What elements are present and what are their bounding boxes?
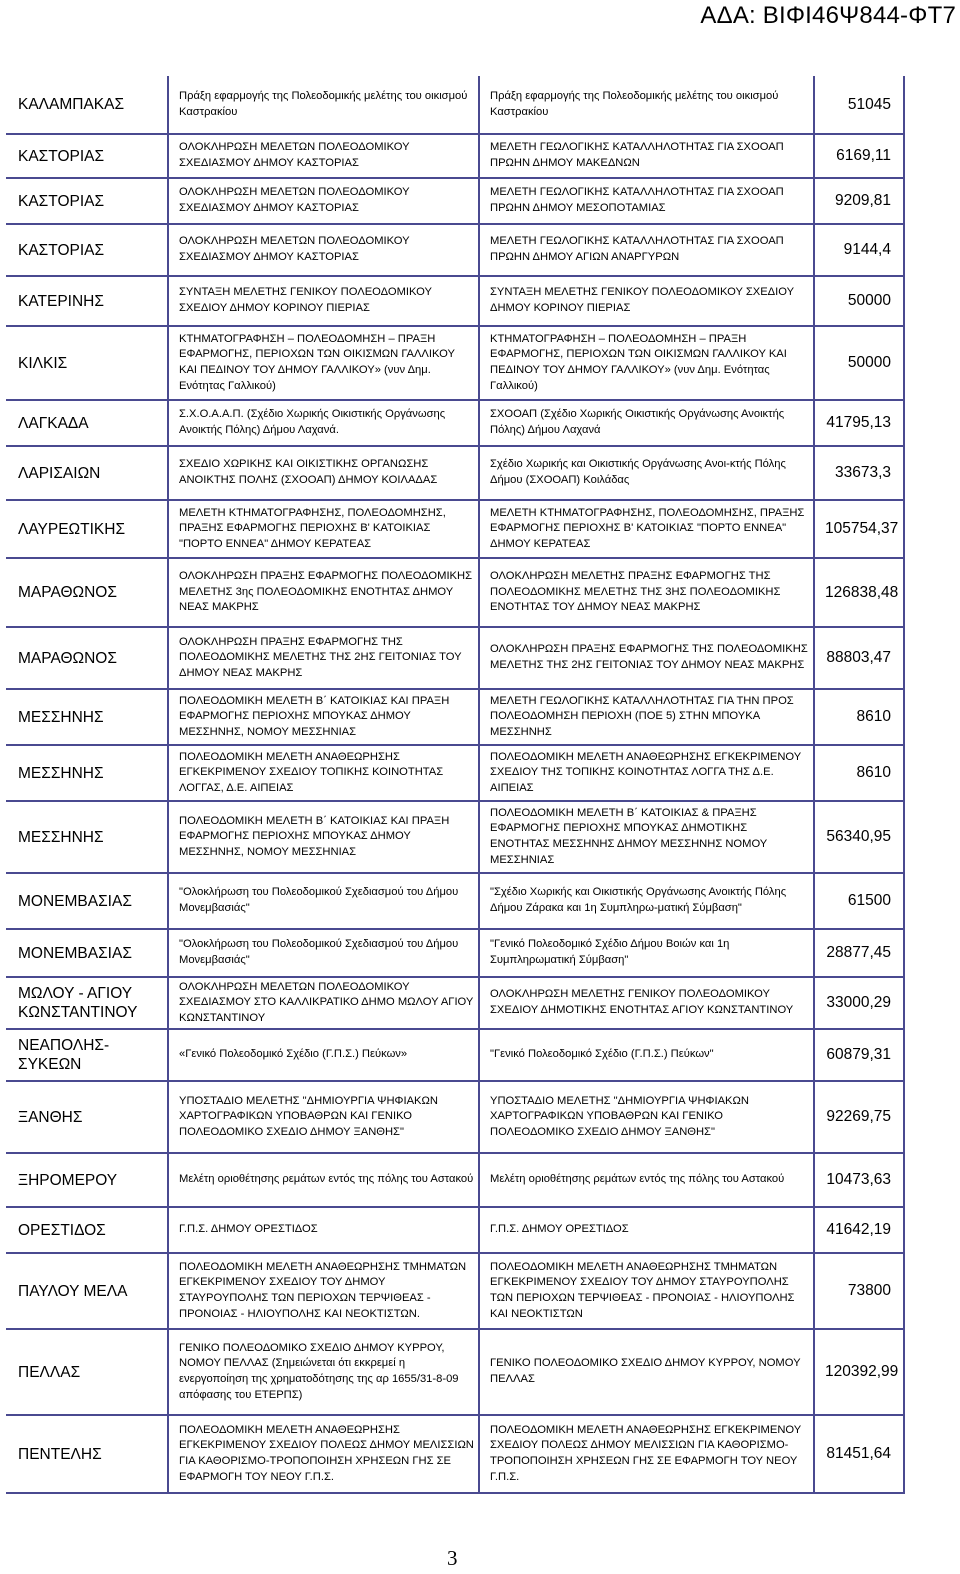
amount-cell: 41795,13 (814, 400, 904, 446)
study-cell: "Γενικό Πολεοδομικό Σχέδιο (Γ.Π.Σ.) Πεύκων" (479, 1029, 814, 1081)
amount-cell: 81451,64 (814, 1415, 904, 1493)
municipality-cell: ΠΑΥΛΟΥ ΜΕΛΑ (6, 1253, 168, 1329)
municipality-cell: ΚΑΛΑΜΠΑΚΑΣ (6, 76, 168, 134)
municipality-cell: ΜΟΝΕΜΒΑΣΙΑΣ (6, 873, 168, 929)
study-cell: ΜΕΛΕΤΗ ΓΕΩΛΟΓΙΚΗΣ ΚΑΤΑΛΛΗΛΟΤΗΤΑΣ ΓΙΑ ΣΧΟΟΑΠ ΠΡΩΗΝ ΔΗΜΟΥ ΜΑΚΕΔΝΩΝ (479, 134, 814, 178)
table-row (6, 446, 904, 500)
municipality-cell: ΚΑΣΤΟΡΙΑΣ (6, 224, 168, 276)
amount-cell: 50000 (814, 326, 904, 400)
municipality-cell: ΜΩΛΟΥ - ΑΓΙΟΥ ΚΩΝΣΤΑΝΤΙΝΟΥ (6, 977, 168, 1029)
project-cell: ΟΛΟΚΛΗΡΩΣΗ ΠΡΑΞΗΣ ΕΦΑΡΜΟΓΗΣ ΤΗΣ ΠΟΛΕΟΔΟΜΙΚΗΣ ΜΕΛΕΤΗΣ ΤΗΣ 2ΗΣ ΓΕΙΤΟΝΙΑΣ ΤΟΥ ΔΗΜΟΥ ΝΕΑΣ ΜΑΚΡΗΣ (168, 627, 479, 689)
municipality-cell: ΠΕΛΛΑΣ (6, 1329, 168, 1415)
table-row (6, 1253, 904, 1329)
amount-cell: 120392,99 (814, 1329, 904, 1415)
project-cell: Γ.Π.Σ. ΔΗΜΟΥ ΟΡΕΣΤΙΔΟΣ (168, 1207, 479, 1253)
table-row (6, 326, 904, 400)
amount-cell: 8610 (814, 745, 904, 801)
study-cell: ΟΛΟΚΛΗΡΩΣΗ ΜΕΛΕΤΗΣ ΠΡΑΞΗΣ ΕΦΑΡΜΟΓΗΣ ΤΗΣ ΠΟΛΕΟΔΟΜΙΚΗΣ ΜΕΛΕΤΗΣ ΤΗΣ 3ΗΣ ΠΟΛΕΟΔΟΜΙΚΗΣ ΕΝΟΤΗΤΑΣ ΤΟΥ ΔΗΜΟΥ ΝΕΑΣ ΜΑΚΡΗΣ (479, 558, 814, 627)
amount-cell: 105754,37 (814, 500, 904, 558)
amount-cell: 41642,19 (814, 1207, 904, 1253)
table-row (6, 627, 904, 689)
study-cell: "Γενικό Πολεοδομικό Σχέδιο Δήμου Βοιών και 1η Συμπληρωματική Σύμβαση" (479, 929, 814, 977)
amount-cell: 61500 (814, 873, 904, 929)
table-row (6, 134, 904, 178)
municipality-cell: ΠΕΝΤΕΛΗΣ (6, 1415, 168, 1493)
municipality-cell: ΜΑΡΑΘΩΝΟΣ (6, 558, 168, 627)
amount-cell: 126838,48 (814, 558, 904, 627)
amount-cell: 51045 (814, 76, 904, 134)
project-cell: "Ολοκλήρωση του Πολεοδομικού Σχεδιασμού του Δήμου Μονεμβασιάς" (168, 873, 479, 929)
project-cell: ΠΟΛΕΟΔΟΜΙΚΗ ΜΕΛΕΤΗ ΑΝΑΘΕΩΡΗΣΗΣ ΕΓΚΕΚΡΙΜΕΝΟΥ ΣΧΕΔΙΟΥ ΤΟΠΙΚΗΣ ΚΟΙΝΟΤΗΤΑΣ ΛΟΓΓΑΣ, Δ.Ε. ΑΙΠΕΙΑΣ (168, 745, 479, 801)
municipality-cell: ΜΕΣΣΗΝΗΣ (6, 745, 168, 801)
project-cell: ΚΤΗΜΑΤΟΓΡΑΦΗΣΗ – ΠΟΛΕΟΔΟΜΗΣΗ – ΠΡΑΞΗ ΕΦΑΡΜΟΓΗΣ, ΠΕΡΙΟΧΩΝ ΤΩΝ ΟΙΚΙΣΜΩΝ ΓΑΛΛΙΚΟΥ ΚΑΙ ΠΕΔΙΝΟΥ ΤΟΥ ΔΗΜΟΥ ΓΑΛΛΙΚΟΥ» (νυν Δημ. Ενότητας Γαλλικού) (168, 326, 479, 400)
amount-cell: 9144,4 (814, 224, 904, 276)
study-cell: Πράξη εφαρμογής της Πολεοδομικής μελέτης του οικισμού Καστρακίου (479, 76, 814, 134)
study-cell: ΠΟΛΕΟΔΟΜΙΚΗ ΜΕΛΕΤΗ Β΄ ΚΑΤΟΙΚΙΑΣ & ΠΡΑΞΗΣ ΕΦΑΡΜΟΓΗΣ ΠΕΡΙΟΧΗΣ ΜΠΟΥΚΑΣ ΔΗΜΟΤΙΚΗΣ ΕΝΟΤΗΤΑΣ ΜΕΣΣΗΝΗΣ ΔΗΜΟΥ ΜΕΣΣΗΝΗΣ ΝΟΜΟΥ ΜΕΣΣΗΝΙΑΣ (479, 801, 814, 873)
municipality-cell: ΜΑΡΑΘΩΝΟΣ (6, 627, 168, 689)
table-row (6, 801, 904, 873)
municipality-cell: ΚΙΛΚΙΣ (6, 326, 168, 400)
study-cell: ΠΟΛΕΟΔΟΜΙΚΗ ΜΕΛΕΤΗ ΑΝΑΘΕΩΡΗΣΗΣ ΤΜΗΜΑΤΩΝ ΕΓΚΕΚΡΙΜΕΝΟΥ ΣΧΕΔΙΟΥ ΤΟΥ ΔΗΜΟΥ ΣΤΑΥΡΟΥΠΟΛΗΣ ΤΩΝ ΠΕΡΙΟΧΩΝ ΤΕΡΨΙΘΕΑΣ - ΠΡΟΝΟΙΑΣ - ΗΛΙΟΥΠΟΛΗΣ ΚΑΙ ΝΕΟΚΤΙΣΤΩΝ (479, 1253, 814, 1329)
project-cell: ΠΟΛΕΟΔΟΜΙΚΗ ΜΕΛΕΤΗ ΑΝΑΘΕΩΡΗΣΗΣ ΕΓΚΕΚΡΙΜΕΝΟΥ ΣΧΕΔΙΟΥ ΠΟΛΕΩΣ ΔΗΜΟΥ ΜΕΛΙΣΣΙΩΝ ΓΙΑ ΚΑΘΟΡΙΣΜΟ-ΤΡΟΠΟΠΟΙΗΣΗ ΧΡΗΣΕΩΝ ΓΗΣ ΣΕ ΕΦΑΡΜΟΓΗ ΤΟΥ ΝΕΟΥ Γ.Π.Σ. (168, 1415, 479, 1493)
table-row (6, 178, 904, 224)
amount-cell: 6169,11 (814, 134, 904, 178)
project-cell: Πράξη εφαρμογής της Πολεοδομικής μελέτης του οικισμού Καστρακίου (168, 76, 479, 134)
study-cell: ΜΕΛΕΤΗ ΓΕΩΛΟΓΙΚΗΣ ΚΑΤΑΛΛΗΛΟΤΗΤΑΣ ΓΙΑ ΣΧΟΟΑΠ ΠΡΩΗΝ ΔΗΜΟΥ ΜΕΣΟΠΟΤΑΜΙΑΣ (479, 178, 814, 224)
project-cell: Σ.Χ.Ο.Α.Α.Π. (Σχέδιο Χωρικής Οικιστικής Οργάνωσης Ανοικτής Πόλης) Δήμου Λαχανά. (168, 400, 479, 446)
study-cell: "Σχέδιο Χωρικής και Οικιστικής Οργάνωσης Ανοικτής Πόλης Δήμου Ζάρακα και 1η Συμπληρω-ματική Σύμβαση" (479, 873, 814, 929)
municipality-cell: ΞΑΝΘΗΣ (6, 1081, 168, 1153)
study-cell: Σχέδιο Χωρικής και Οικιστικής Οργάνωσης Ανοι-κτής Πόλης Δήμου (ΣΧΟΟΑΠ) Κοιλάδας (479, 446, 814, 500)
study-cell: ΥΠΟΣΤΑΔΙΟ ΜΕΛΕΤΗΣ "ΔΗΜΙΟΥΡΓΙΑ ΨΗΦΙΑΚΩΝ ΧΑΡΤΟΓΡΑΦΙΚΩΝ ΥΠΟΒΑΘΡΩΝ ΚΑΙ ΓΕΝΙΚΟ ΠΟΛΕΟΔΟΜΙΚΟ ΣΧΕΔΙΟ ΔΗΜΟΥ ΞΑΝΘΗΣ" (479, 1081, 814, 1153)
amount-cell: 33673,3 (814, 446, 904, 500)
municipality-cell: ΞΗΡΟΜΕΡΟΥ (6, 1153, 168, 1207)
table-row (6, 276, 904, 326)
project-cell: ΟΛΟΚΛΗΡΩΣΗ ΜΕΛΕΤΩΝ ΠΟΛΕΟΔΟΜΙΚΟΥ ΣΧΕΔΙΑΣΜΟΥ ΔΗΜΟΥ ΚΑΣΤΟΡΙΑΣ (168, 224, 479, 276)
table-row (6, 1029, 904, 1081)
amount-cell: 50000 (814, 276, 904, 326)
study-cell: ΜΕΛΕΤΗ ΓΕΩΛΟΓΙΚΗΣ ΚΑΤΑΛΛΗΛΟΤΗΤΑΣ ΓΙΑ ΤΗΝ ΠΡΟΣ ΠΟΛΕΟΔΟΜΗΣΗ ΠΕΡΙΟΧΗ (ΠΟΕ 5) ΣΤΗΝ ΜΠΟΥΚΑ ΜΕΣΣΗΝΗΣ (479, 689, 814, 745)
study-cell: ΣΧΟΟΑΠ (Σχέδιο Χωρικής Οικιστικής Οργάνωσης Ανοικτής Πόλης) Δήμου Λαχανά (479, 400, 814, 446)
municipality-cell: ΛΑΥΡΕΩΤΙΚΗΣ (6, 500, 168, 558)
table-row (6, 400, 904, 446)
municipality-cell: ΚΑΤΕΡΙΝΗΣ (6, 276, 168, 326)
study-cell: Μελέτη οριοθέτησης ρεμάτων εντός της πόλης του Αστακού (479, 1153, 814, 1207)
municipality-cell: ΛΑΡΙΣΑΙΩΝ (6, 446, 168, 500)
project-cell: ΥΠΟΣΤΑΔΙΟ ΜΕΛΕΤΗΣ "ΔΗΜΙΟΥΡΓΙΑ ΨΗΦΙΑΚΩΝ ΧΑΡΤΟΓΡΑΦΙΚΩΝ ΥΠΟΒΑΘΡΩΝ ΚΑΙ ΓΕΝΙΚΟ ΠΟΛΕΟΔΟΜΙΚΟ ΣΧΕΔΙΟ ΔΗΜΟΥ ΞΑΝΘΗΣ" (168, 1081, 479, 1153)
project-cell: ΟΛΟΚΛΗΡΩΣΗ ΜΕΛΕΤΩΝ ΠΟΛΕΟΔΟΜΙΚΟΥ ΣΧΕΔΙΑΣΜΟΥ ΔΗΜΟΥ ΚΑΣΤΟΡΙΑΣ (168, 178, 479, 224)
amount-cell: 73800 (814, 1253, 904, 1329)
project-cell: ΓΕΝΙΚΟ ΠΟΛΕΟΔΟΜΙΚΟ ΣΧΕΔΙΟ ΔΗΜΟΥ ΚΥΡΡΟΥ, ΝΟΜΟΥ ΠΕΛΛΑΣ (Σημειώνεται ότι εκκρεμεί η ενεργοποίηση της χρηματοδότησης της αρ 1655/31-8-09 απόφασης του ΕΤΕΡΠΣ) (168, 1329, 479, 1415)
table-row (6, 224, 904, 276)
amount-cell: 28877,45 (814, 929, 904, 977)
ada-code: ΑΔΑ: ΒΙΦΙ46Ψ844-ΦΤ7 (700, 2, 956, 29)
study-cell: ΠΟΛΕΟΔΟΜΙΚΗ ΜΕΛΕΤΗ ΑΝΑΘΕΩΡΗΣΗΣ ΕΓΚΕΚΡΙΜΕΝΟΥ ΣΧΕΔΙΟΥ ΠΟΛΕΩΣ ΔΗΜΟΥ ΜΕΛΙΣΣΙΩΝ ΓΙΑ ΚΑΘΟΡΙΣΜΟ-ΤΡΟΠΟΠΟΙΗΣΗ ΧΡΗΣΕΩΝ ΓΗΣ ΣΕ ΕΦΑΡΜΟΓΗ ΤΟΥ ΝΕΟΥ Γ.Π.Σ. (479, 1415, 814, 1493)
table-row (6, 558, 904, 627)
table-row (6, 929, 904, 977)
funding-table (6, 76, 905, 1494)
project-cell: ΠΟΛΕΟΔΟΜΙΚΗ ΜΕΛΕΤΗ Β΄ ΚΑΤΟΙΚΙΑΣ ΚΑΙ ΠΡΑΞΗ ΕΦΑΡΜΟΓΗΣ ΠΕΡΙΟΧΗΣ ΜΠΟΥΚΑΣ ΔΗΜΟΥ ΜΕΣΣΗΝΗΣ, ΝΟΜΟΥ ΜΕΣΣΗΝΙΑΣ (168, 801, 479, 873)
table-row (6, 873, 904, 929)
table-row (6, 500, 904, 558)
table-row (6, 689, 904, 745)
table-row (6, 1081, 904, 1153)
municipality-cell: ΝΕΑΠΟΛΗΣ-ΣΥΚΕΩΝ (6, 1029, 168, 1081)
amount-cell: 88803,47 (814, 627, 904, 689)
study-cell: ΚΤΗΜΑΤΟΓΡΑΦΗΣΗ – ΠΟΛΕΟΔΟΜΗΣΗ – ΠΡΑΞΗ ΕΦΑΡΜΟΓΗΣ, ΠΕΡΙΟΧΩΝ ΤΩΝ ΟΙΚΙΣΜΩΝ ΓΑΛΛΙΚΟΥ ΚΑΙ ΠΕΔΙΝΟΥ ΤΟΥ ΔΗΜΟΥ ΓΑΛΛΙΚΟΥ» (νυν Δημ. Ενότητας Γαλλικού) (479, 326, 814, 400)
table-row (6, 1153, 904, 1207)
municipality-cell: ΜΕΣΣΗΝΗΣ (6, 689, 168, 745)
amount-cell: 8610 (814, 689, 904, 745)
funding-table-body (6, 76, 904, 1493)
table-row (6, 1207, 904, 1253)
amount-cell: 60879,31 (814, 1029, 904, 1081)
project-cell: «Γενικό Πολεοδομικό Σχέδιο (Γ.Π.Σ.) Πεύκων» (168, 1029, 479, 1081)
municipality-cell: ΛΑΓΚΑΔΑ (6, 400, 168, 446)
study-cell: ΟΛΟΚΛΗΡΩΣΗ ΠΡΑΞΗΣ ΕΦΑΡΜΟΓΗΣ ΤΗΣ ΠΟΛΕΟΔΟΜΙΚΗΣ ΜΕΛΕΤΗΣ ΤΗΣ 2ΗΣ ΓΕΙΤΟΝΙΑΣ ΤΟΥ ΔΗΜΟΥ ΝΕΑΣ ΜΑΚΡΗΣ (479, 627, 814, 689)
project-cell: ΟΛΟΚΛΗΡΩΣΗ ΜΕΛΕΤΩΝ ΠΟΛΕΟΔΟΜΙΚΟΥ ΣΧΕΔΙΑΣΜΟΥ ΣΤΟ ΚΑΛΛΙΚΡΑΤΙΚΟ ΔΗΜΟ ΜΩΛΟΥ ΑΓΙΟΥ ΚΩΝΣΤΑΝΤΙΝΟΥ (168, 977, 479, 1029)
project-cell: "Ολοκλήρωση του Πολεοδομικού Σχεδιασμού του Δήμου Μονεμβασιάς" (168, 929, 479, 977)
municipality-cell: ΜΕΣΣΗΝΗΣ (6, 801, 168, 873)
amount-cell: 56340,95 (814, 801, 904, 873)
municipality-cell: ΜΟΝΕΜΒΑΣΙΑΣ (6, 929, 168, 977)
project-cell: ΠΟΛΕΟΔΟΜΙΚΗ ΜΕΛΕΤΗ ΑΝΑΘΕΩΡΗΣΗΣ ΤΜΗΜΑΤΩΝ ΕΓΚΕΚΡΙΜΕΝΟΥ ΣΧΕΔΙΟΥ ΤΟΥ ΔΗΜΟΥ ΣΤΑΥΡΟΥΠΟΛΗΣ ΤΩΝ ΠΕΡΙΟΧΩΝ ΤΕΡΨΙΘΕΑΣ - ΠΡΟΝΟΙΑΣ - ΗΛΙΟΥΠΟΛΗΣ ΚΑΙ ΝΕΟΚΤΙΣΤΩΝ. (168, 1253, 479, 1329)
project-cell: Μελέτη οριοθέτησης ρεμάτων εντός της πόλης του Αστακού (168, 1153, 479, 1207)
municipality-cell: ΚΑΣΤΟΡΙΑΣ (6, 178, 168, 224)
project-cell: ΣΧΕΔΙΟ ΧΩΡΙΚΗΣ ΚΑΙ ΟΙΚΙΣΤΙΚΗΣ ΟΡΓΑΝΩΣΗΣ ΑΝΟΙΚΤΗΣ ΠΟΛΗΣ (ΣΧΟΟΑΠ) ΔΗΜΟΥ ΚΟΙΛΑΔΑΣ (168, 446, 479, 500)
study-cell: ΓΕΝΙΚΟ ΠΟΛΕΟΔΟΜΙΚΟ ΣΧΕΔΙΟ ΔΗΜΟΥ ΚΥΡΡΟΥ, ΝΟΜΟΥ ΠΕΛΛΑΣ (479, 1329, 814, 1415)
table-row (6, 745, 904, 801)
amount-cell: 92269,75 (814, 1081, 904, 1153)
study-cell: ΜΕΛΕΤΗ ΓΕΩΛΟΓΙΚΗΣ ΚΑΤΑΛΛΗΛΟΤΗΤΑΣ ΓΙΑ ΣΧΟΟΑΠ ΠΡΩΗΝ ΔΗΜΟΥ ΑΓΙΩΝ ΑΝΑΡΓΥΡΩΝ (479, 224, 814, 276)
municipality-cell: ΟΡΕΣΤΙΔΟΣ (6, 1207, 168, 1253)
amount-cell: 10473,63 (814, 1153, 904, 1207)
project-cell: ΟΛΟΚΛΗΡΩΣΗ ΜΕΛΕΤΩΝ ΠΟΛΕΟΔΟΜΙΚΟΥ ΣΧΕΔΙΑΣΜΟΥ ΔΗΜΟΥ ΚΑΣΤΟΡΙΑΣ (168, 134, 479, 178)
table-row (6, 1329, 904, 1415)
study-cell: ΠΟΛΕΟΔΟΜΙΚΗ ΜΕΛΕΤΗ ΑΝΑΘΕΩΡΗΣΗΣ ΕΓΚΕΚΡΙΜΕΝΟΥ ΣΧΕΔΙΟΥ ΤΗΣ ΤΟΠΙΚΗΣ ΚΟΙΝΟΤΗΤΑΣ ΛΟΓΓΑ ΤΗΣ Δ.Ε. ΑΙΠΕΙΑΣ (479, 745, 814, 801)
table-row (6, 1415, 904, 1493)
study-cell: ΣΥΝΤΑΞΗ ΜΕΛΕΤΗΣ ΓΕΝΙΚΟΥ ΠΟΛΕΟΔΟΜΙΚΟΥ ΣΧΕΔΙΟΥ ΔΗΜΟΥ ΚΟΡΙΝΟΥ ΠΙΕΡΙΑΣ (479, 276, 814, 326)
study-cell: ΜΕΛΕΤΗ ΚΤΗΜΑΤΟΓΡΑΦΗΣΗΣ, ΠΟΛΕΟΔΟΜΗΣΗΣ, ΠΡΑΞΗΣ ΕΦΑΡΜΟΓΗΣ ΠΕΡΙΟΧΗΣ Β' ΚΑΤΟΙΚΙΑΣ "ΠΟΡΤΟ ΕΝΝΕΑ" ΔΗΜΟΥ ΚΕΡΑΤΕΑΣ (479, 500, 814, 558)
table-row (6, 977, 904, 1029)
study-cell: Γ.Π.Σ. ΔΗΜΟΥ ΟΡΕΣΤΙΔΟΣ (479, 1207, 814, 1253)
page-number: 3 (447, 1546, 458, 1570)
project-cell: ΟΛΟΚΛΗΡΩΣΗ ΠΡΑΞΗΣ ΕΦΑΡΜΟΓΗΣ ΠΟΛΕΟΔΟΜΙΚΗΣ ΜΕΛΕΤΗΣ 3ης ΠΟΛΕΟΔΟΜΙΚΗΣ ΕΝΟΤΗΤΑΣ ΔΗΜΟΥ ΝΕΑΣ ΜΑΚΡΗΣ (168, 558, 479, 627)
table-row (6, 76, 904, 134)
study-cell: ΟΛΟΚΛΗΡΩΣΗ ΜΕΛΕΤΗΣ ΓΕΝΙΚΟΥ ΠΟΛΕΟΔΟΜΙΚΟΥ ΣΧΕΔΙΟΥ ΔΗΜΟΤΙΚΗΣ ΕΝΟΤΗΤΑΣ ΑΓΙΟΥ ΚΩΝΣΤΑΝΤΙΝΟΥ (479, 977, 814, 1029)
municipality-cell: ΚΑΣΤΟΡΙΑΣ (6, 134, 168, 178)
project-cell: ΠΟΛΕΟΔΟΜΙΚΗ ΜΕΛΕΤΗ Β΄ ΚΑΤΟΙΚΙΑΣ ΚΑΙ ΠΡΑΞΗ ΕΦΑΡΜΟΓΗΣ ΠΕΡΙΟΧΗΣ ΜΠΟΥΚΑΣ ΔΗΜΟΥ ΜΕΣΣΗΝΗΣ, ΝΟΜΟΥ ΜΕΣΣΗΝΙΑΣ (168, 689, 479, 745)
amount-cell: 9209,81 (814, 178, 904, 224)
project-cell: ΣΥΝΤΑΞΗ ΜΕΛΕΤΗΣ ΓΕΝΙΚΟΥ ΠΟΛΕΟΔΟΜΙΚΟΥ ΣΧΕΔΙΟΥ ΔΗΜΟΥ ΚΟΡΙΝΟΥ ΠΙΕΡΙΑΣ (168, 276, 479, 326)
project-cell: ΜΕΛΕΤΗ ΚΤΗΜΑΤΟΓΡΑΦΗΣΗΣ, ΠΟΛΕΟΔΟΜΗΣΗΣ, ΠΡΑΞΗΣ ΕΦΑΡΜΟΓΗΣ ΠΕΡΙΟΧΗΣ Β' ΚΑΤΟΙΚΙΑΣ "ΠΟΡΤΟ ΕΝΝΕΑ" ΔΗΜΟΥ ΚΕΡΑΤΕΑΣ (168, 500, 479, 558)
amount-cell: 33000,29 (814, 977, 904, 1029)
